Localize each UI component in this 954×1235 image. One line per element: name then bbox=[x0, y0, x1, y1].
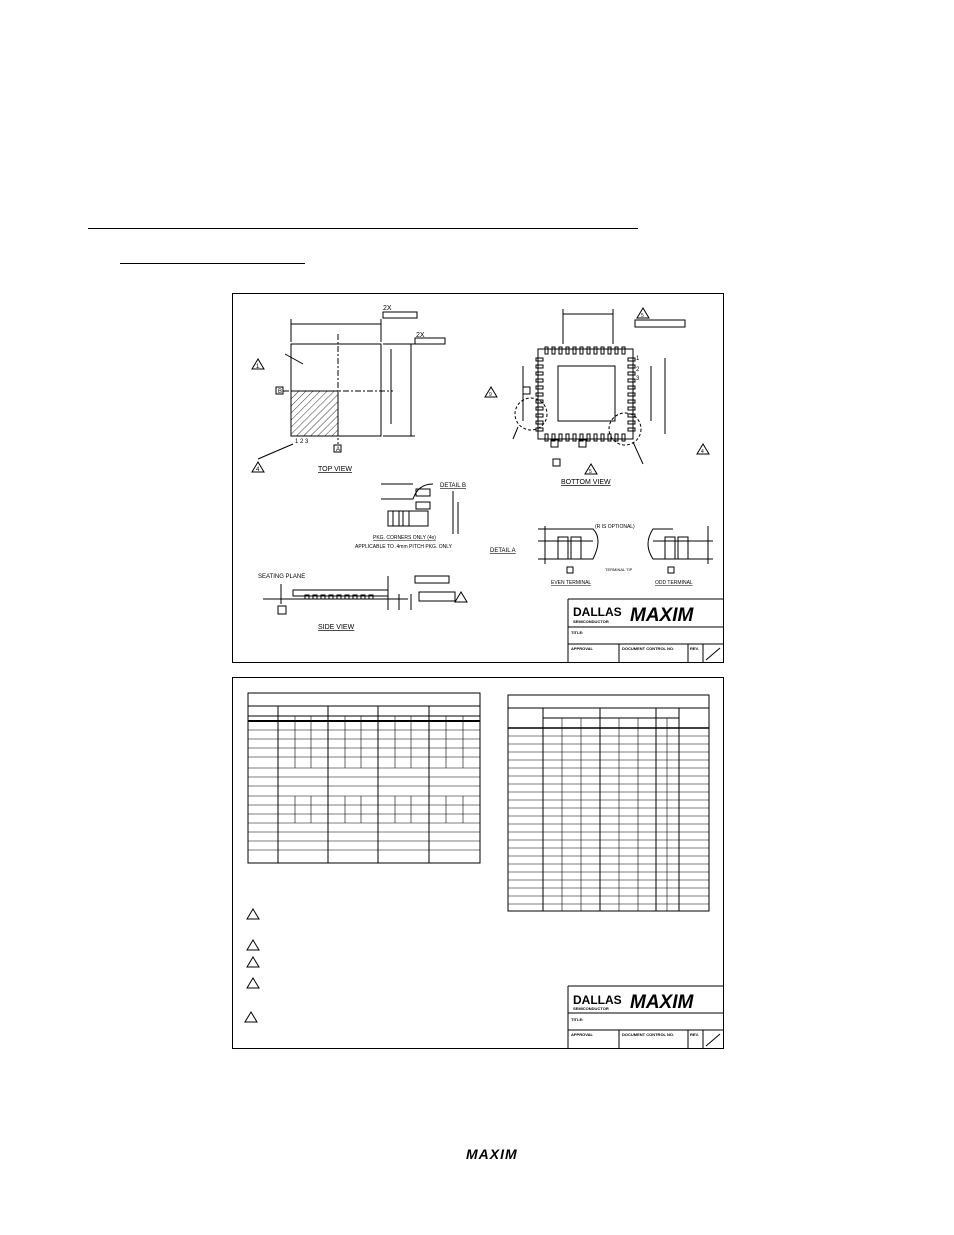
detail-a-label: DETAIL A bbox=[490, 548, 516, 554]
note-5-marker-a: 5 bbox=[641, 313, 644, 319]
dallas-logo-2: DALLAS bbox=[573, 993, 622, 1007]
note-4-marker-right: 4 bbox=[701, 449, 704, 455]
bottom-pin-2: 2 bbox=[636, 367, 640, 373]
footer-maxim-logo: MAXIM bbox=[466, 1146, 518, 1162]
maxim-logo: MAXIM bbox=[630, 605, 694, 626]
package-outline-drawing bbox=[232, 293, 724, 663]
rev-label: REV. bbox=[690, 646, 699, 651]
callout-2x-a: 2X bbox=[383, 305, 392, 312]
top-view-pin-numbers: 1 2 3 bbox=[295, 439, 309, 445]
note-4-marker: 4 bbox=[256, 467, 260, 473]
approval-label: APPROVAL bbox=[571, 646, 593, 651]
bottom-view-label: BOTTOM VIEW bbox=[561, 479, 611, 486]
note-1-marker: 1 bbox=[256, 364, 260, 370]
note-9-marker: 9 bbox=[489, 392, 492, 398]
side-view-label: SIDE VIEW bbox=[318, 624, 355, 631]
detail-b-caption-2: APPLICABLE TO .4mm PITCH PKG. ONLY bbox=[355, 544, 452, 550]
semiconductor-logo-2: SEMICONDUCTOR bbox=[573, 1006, 609, 1011]
rev-label-2: REV. bbox=[690, 1032, 699, 1037]
r-optional-note: (R IS OPTIONAL) bbox=[595, 524, 635, 530]
seating-plane-label: SEATING PLANE bbox=[258, 574, 306, 580]
even-terminal-label: EVEN TERMINAL bbox=[551, 580, 592, 586]
bottom-pin-1: 1 bbox=[636, 356, 640, 362]
dallas-logo: DALLAS bbox=[573, 605, 622, 619]
heading-rule-long bbox=[88, 228, 638, 229]
title-field-label: TITLE: bbox=[571, 630, 584, 635]
callout-2x-b: 2X bbox=[416, 332, 425, 339]
doc-control-label: DOCUMENT CONTROL NO. bbox=[622, 646, 675, 651]
note-5-marker-b: 5 bbox=[589, 469, 592, 475]
dimension-tables-svg bbox=[233, 678, 723, 1048]
top-view-label: TOP VIEW bbox=[318, 466, 352, 473]
terminal-tip-note: TERMINAL TIP bbox=[605, 567, 633, 572]
datum-a: A bbox=[336, 447, 341, 453]
semiconductor-logo: SEMICONDUCTOR bbox=[573, 619, 609, 624]
datum-b: B bbox=[278, 389, 283, 395]
detail-b-label: DETAIL B bbox=[440, 483, 467, 489]
approval-label-2: APPROVAL bbox=[571, 1032, 593, 1037]
title-field-label-2: TITLE: bbox=[571, 1017, 584, 1022]
maxim-logo-2: MAXIM bbox=[630, 992, 694, 1013]
heading-rule-short bbox=[120, 263, 305, 264]
doc-control-label-2: DOCUMENT CONTROL NO. bbox=[622, 1032, 675, 1037]
bottom-pin-3: 3 bbox=[636, 376, 640, 382]
package-dimension-tables bbox=[232, 677, 724, 1049]
detail-b-caption-1: PKG. CORNERS ONLY (4x) bbox=[373, 535, 436, 541]
package-drawing-svg bbox=[233, 294, 723, 662]
odd-terminal-label: ODD TERMINAL bbox=[655, 580, 693, 586]
